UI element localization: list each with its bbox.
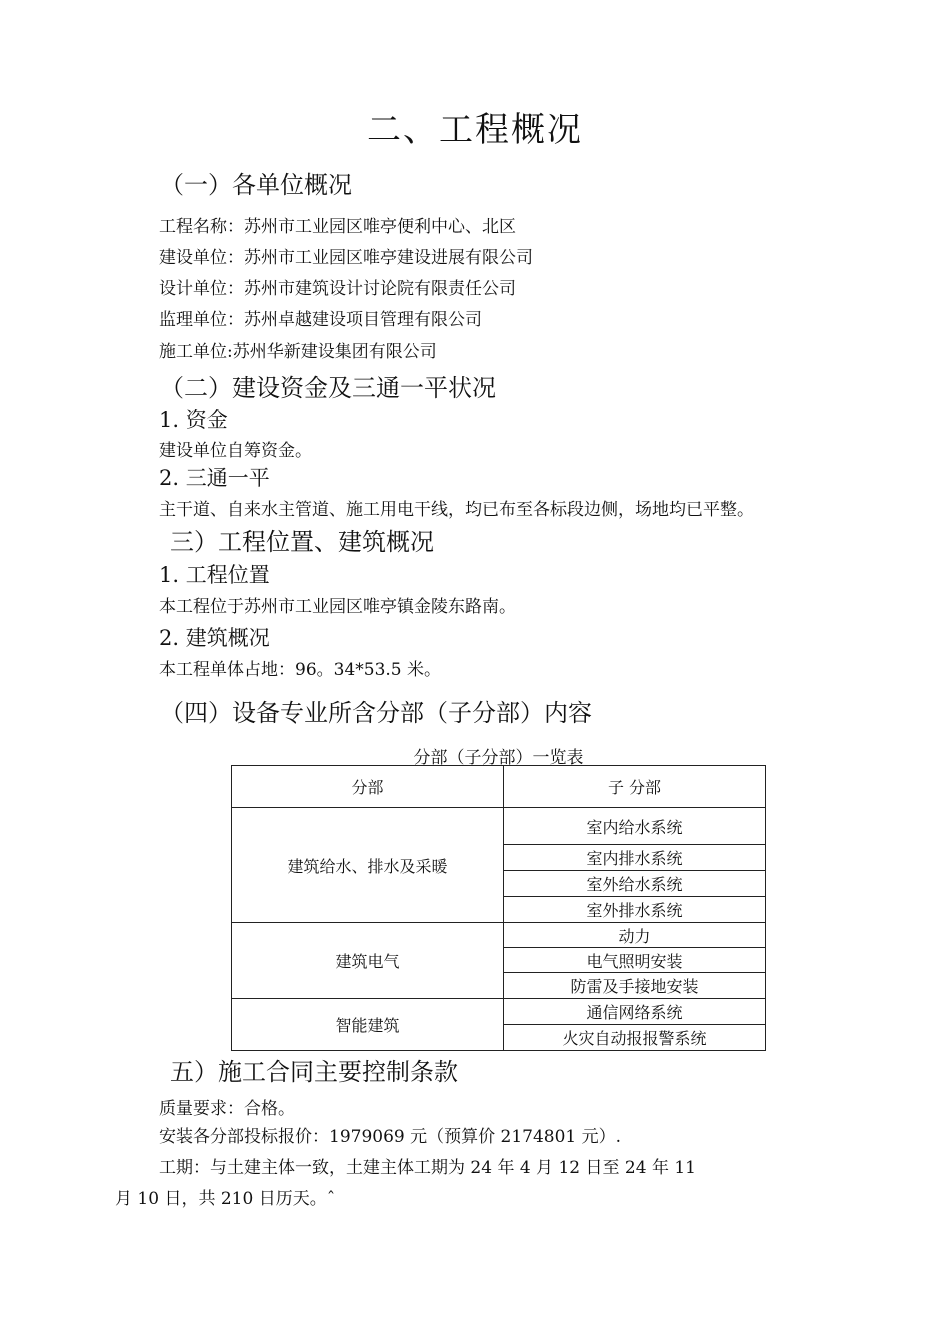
subdivision-cell: 火灾自动报报警系统 [504, 1025, 766, 1051]
location-subheading: 1. 工程位置 [159, 563, 270, 587]
site-prep-text: 主干道、自来水主管道、施工用电干线，均已布至各标段边侧，场地均已平整。 [159, 500, 754, 520]
subdivision-cell: 室内排水系统 [504, 845, 766, 871]
table-row [232, 999, 766, 1025]
quality-text: 质量要求：合格。 [159, 1099, 295, 1119]
location-text: 本工程位于苏州市工业园区唯亭镇金陵东路南。 [159, 597, 516, 617]
price-text: 安装各分部投标报价：1979069 元（预算价 2174801 元）. [159, 1127, 622, 1147]
design-unit-line: 设计单位：苏州市建筑设计讨论院有限责任公司 [159, 279, 516, 299]
period-text-1: 工期：与土建主体一致，土建主体工期为 24 年 4 月 12 日至 24 年 11 [159, 1158, 696, 1178]
section-5-heading: 五）施工合同主要控制条款 [170, 1058, 458, 1086]
construction-unit-line: 施工单位:苏州华新建设集团有限公司 [159, 342, 437, 362]
division-electrical: 建筑电气 [232, 923, 504, 999]
subdivision-cell: 电气照明安装 [504, 948, 766, 973]
table-row [232, 923, 766, 948]
subdivision-cell: 室外排水系统 [504, 897, 766, 923]
table-row [232, 808, 766, 845]
section-4-heading: （四）设备专业所含分部（子分部）内容 [160, 699, 592, 727]
subdivision-cell: 通信网络系统 [504, 999, 766, 1025]
funds-subheading: 1. 资金 [159, 408, 228, 432]
table-header-row [232, 766, 766, 808]
site-prep-subheading: 2. 三通一平 [159, 466, 270, 490]
section-3-heading: 三）工程位置、建筑概况 [170, 528, 434, 556]
section-2-heading: （二）建设资金及三通一平状况 [160, 374, 496, 402]
header-subdivision: 子 分部 [504, 766, 766, 808]
section-1-heading: （一）各单位概况 [160, 171, 352, 199]
subdivision-cell: 室外给水系统 [504, 871, 766, 897]
subdivision-cell: 防雷及手接地安装 [504, 973, 766, 999]
page-title: 二、工程概况 [367, 110, 583, 150]
project-name-line: 工程名称：苏州市工业园区唯亭便利中心、北区 [159, 217, 516, 237]
subdivision-table [231, 765, 766, 1051]
funds-text: 建设单位自筹资金。 [159, 441, 312, 461]
division-plumbing: 建筑给水、排水及采暖 [232, 808, 504, 923]
division-intelligent: 智能建筑 [232, 999, 504, 1051]
building-text: 本工程单体占地：96。34*53.5 米。 [159, 660, 442, 680]
table-caption: 分部（子分部）一览表 [413, 748, 584, 768]
supervision-unit-line: 监理单位：苏州卓越建设项目管理有限公司 [159, 310, 482, 330]
subdivision-cell: 室内给水系统 [504, 808, 766, 845]
header-division: 分部 [232, 766, 504, 808]
period-text-2: 月 10 日，共 210 日历天。ˆ [115, 1189, 336, 1209]
owner-unit-line: 建设单位：苏州市工业园区唯亭建设进展有限公司 [159, 248, 533, 268]
building-subheading: 2. 建筑概况 [159, 626, 270, 650]
subdivision-cell: 动力 [504, 923, 766, 948]
